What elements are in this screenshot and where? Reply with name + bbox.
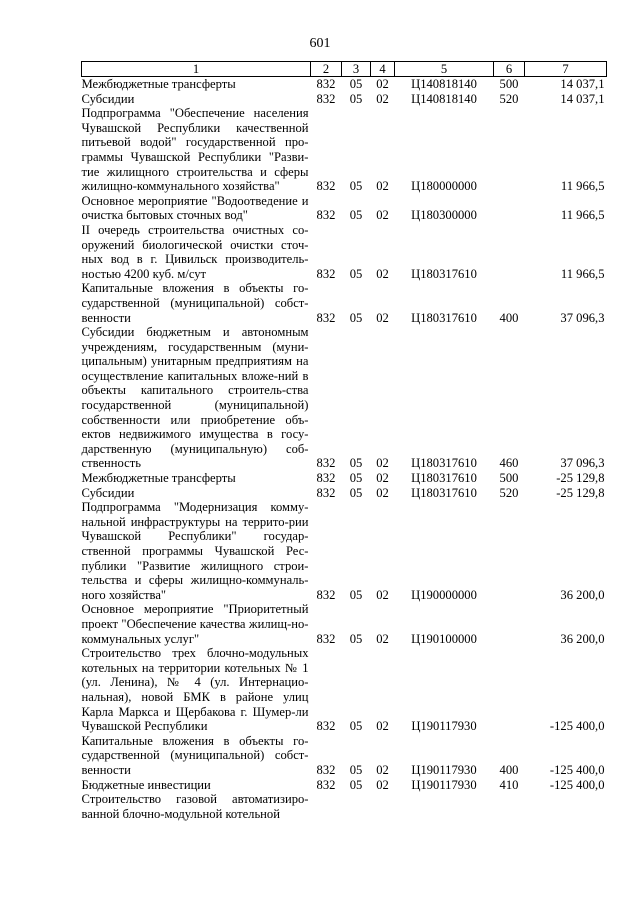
row-subsection-code: 02 — [376, 91, 389, 106]
header-col-4: 4 — [371, 62, 395, 77]
row-expense-type: 520 — [499, 485, 519, 500]
page-number: 601 — [309, 36, 331, 51]
table-row — [82, 486, 607, 501]
row-expense-type: 400 — [499, 310, 519, 325]
row-section-code: 05 — [349, 91, 363, 106]
budget-table — [81, 61, 607, 821]
row-target-article: Ц180317610 — [411, 471, 477, 486]
table-row — [82, 106, 607, 194]
row-amount — [525, 792, 607, 821]
row-expense-type: 500 — [499, 77, 519, 91]
row-name-cell: Капитальные вложения в объекты го-сударственной (муниципальной) собст-венности — [81, 281, 309, 325]
row-ministry-code — [311, 792, 342, 821]
row-expense-type — [494, 792, 525, 821]
row-name-cell: Основное мероприятие "Водоотведение и очистка бытовых сточных вод" — [81, 193, 309, 223]
row-section-code: 05 — [349, 77, 363, 91]
row-expense-type: 460 — [499, 456, 519, 471]
row-expense-type: 400 — [499, 762, 519, 777]
row-subsection-code: 02 — [376, 456, 389, 471]
table-row — [82, 77, 607, 92]
row-expense-type — [494, 106, 525, 194]
table-row — [82, 646, 607, 734]
row-target-article: Ц180000000 — [411, 179, 477, 194]
table-row — [82, 778, 607, 793]
row-section-code: 05 — [349, 208, 363, 223]
row-name-cell: Субсидии бюджетным и автономным учреждениям, государственным (муни-ципальным) унитарным предприятиям на осуществление капитальных вложе-ний в объекты капитального строитель-ства государственной (муниципальной) собственности или приобретение объ-ектов недвижимого имущества в госу-дарственную (муниципальную) соб-ственность — [81, 325, 309, 471]
table-row — [82, 325, 607, 471]
row-amount: 11 966,5 — [560, 208, 605, 223]
row-subsection-code: 02 — [376, 471, 389, 486]
header-col-6: 6 — [494, 62, 525, 77]
row-expense-type: 500 — [499, 471, 519, 486]
row-target-article: Ц190117930 — [411, 719, 477, 734]
row-subsection-code: 02 — [376, 179, 389, 194]
row-subsection-code: 02 — [376, 310, 389, 325]
row-target-article — [395, 792, 494, 821]
row-expense-type — [494, 602, 525, 646]
row-name-cell: Бюджетные инвестиции — [81, 777, 211, 792]
row-section-code: 05 — [349, 471, 363, 486]
row-section-code: 05 — [349, 719, 363, 734]
row-expense-type — [494, 223, 525, 281]
row-section-code: 05 — [349, 310, 363, 325]
row-name-cell: Основное мероприятие "Приоритетный проект "Обеспечение качества жилищ-но-коммунальных услуг" — [81, 602, 309, 646]
row-amount: -125 400,0 — [549, 777, 605, 792]
row-subsection-code: 02 — [376, 719, 389, 734]
row-target-article: Ц180317610 — [411, 456, 477, 471]
row-target-article: Ц190000000 — [411, 587, 477, 602]
table-row — [82, 500, 607, 602]
row-amount: 37 096,3 — [560, 310, 605, 325]
row-name-cell: Строительство трех блочно-модульных котельных на территории котельных № 1 (ул. Ленина), № 4 (ул. Интернацио-нальная), новой БМК в районе улиц Карла Маркса и Щербакова г. Шумер-ли Чувашской Республики — [81, 646, 309, 734]
row-target-article: Ц190100000 — [411, 631, 477, 646]
row-target-article: Ц180300000 — [411, 208, 477, 223]
row-subsection-code: 02 — [376, 485, 389, 500]
row-expense-type: 520 — [499, 91, 519, 106]
row-section-code: 05 — [349, 456, 363, 471]
row-target-article: Ц190117930 — [411, 777, 477, 792]
row-name-cell: Межбюджетные трансферты — [81, 471, 236, 486]
row-target-article: Ц180317610 — [411, 310, 477, 325]
row-ministry-code: 832 — [316, 762, 336, 777]
row-section-code: 05 — [349, 587, 363, 602]
row-section-code: 05 — [349, 485, 363, 500]
row-section-code: 05 — [349, 179, 363, 194]
row-target-article: Ц180317610 — [411, 266, 477, 281]
table-row — [82, 281, 607, 325]
row-name-cell: II очередь строительства очистных со-оружений биологической очистки сточ-ных вод в г. Цивильск производитель-ностью 4200 куб. м/сут — [81, 222, 309, 281]
table-row — [82, 792, 607, 821]
row-amount: 11 966,5 — [560, 266, 605, 281]
row-subsection-code: 02 — [376, 77, 389, 91]
row-amount: 37 096,3 — [560, 456, 605, 471]
row-name-cell: Подпрограмма "Модернизация комму-нальной инфраструктуры на террито-рии Чувашской Республики" государ-ственной программы Чувашской Рес-публики "Развитие жилищного строи-тельства и сферы жилищно-коммуналь-ного хозяйства" — [81, 500, 309, 602]
row-ministry-code: 832 — [316, 777, 336, 792]
row-target-article: Ц190117930 — [411, 762, 477, 777]
row-expense-type — [494, 194, 525, 223]
row-amount: 14 037,1 — [560, 91, 605, 106]
row-expense-type: 410 — [499, 777, 519, 792]
row-target-article: Ц140818140 — [411, 91, 477, 106]
row-expense-type — [494, 500, 525, 602]
header-col-7: 7 — [525, 62, 607, 77]
row-ministry-code: 832 — [316, 266, 336, 281]
row-ministry-code: 832 — [316, 310, 336, 325]
row-target-article: Ц140818140 — [411, 77, 477, 91]
header-col-3: 3 — [342, 62, 371, 77]
row-ministry-code: 832 — [316, 719, 336, 734]
row-subsection-code — [371, 792, 395, 821]
table-row — [82, 734, 607, 778]
row-ministry-code: 832 — [316, 179, 336, 194]
table-row — [82, 471, 607, 486]
row-amount: 36 200,0 — [560, 631, 605, 646]
row-subsection-code: 02 — [376, 587, 389, 602]
table-row — [82, 602, 607, 646]
row-amount: 11 966,5 — [560, 179, 605, 194]
row-amount: -125 400,0 — [549, 719, 605, 734]
row-ministry-code: 832 — [316, 77, 336, 91]
row-ministry-code: 832 — [316, 208, 336, 223]
row-subsection-code: 02 — [376, 631, 389, 646]
table-row — [82, 194, 607, 223]
row-ministry-code: 832 — [316, 456, 336, 471]
header-col-1: 1 — [82, 62, 311, 77]
row-amount: -25 129,8 — [556, 485, 605, 500]
header-col-5: 5 — [395, 62, 494, 77]
table-row — [82, 223, 607, 281]
row-ministry-code: 832 — [316, 91, 336, 106]
row-section-code: 05 — [349, 266, 363, 281]
row-ministry-code: 832 — [316, 631, 336, 646]
row-amount: -25 129,8 — [556, 471, 605, 486]
row-name-cell: Субсидии — [81, 91, 135, 106]
row-amount: 14 037,1 — [560, 77, 605, 91]
row-name-cell: Строительство газовой автоматизиро-ванной блочно-модульной котельной — [81, 792, 309, 821]
row-ministry-code: 832 — [316, 471, 336, 486]
row-expense-type — [494, 646, 525, 734]
row-amount: 36 200,0 — [560, 587, 605, 602]
header-col-2: 2 — [311, 62, 342, 77]
row-ministry-code: 832 — [316, 587, 336, 602]
row-name-cell: Межбюджетные трансферты — [81, 77, 236, 91]
row-name-cell: Капитальные вложения в объекты го-сударственной (муниципальной) собст-венности — [81, 733, 309, 777]
row-name-cell: Подпрограмма "Обеспечение населения Чувашской Республики качественной питьевой водой" государственной про-граммы Чувашской Республики "Разви-тие жилищного строительства и сферы жилищно-коммунального хозяйства" — [81, 106, 309, 194]
row-section-code: 05 — [349, 762, 363, 777]
row-subsection-code: 02 — [376, 777, 389, 792]
table-header-row — [82, 62, 607, 77]
row-subsection-code: 02 — [376, 208, 389, 223]
row-section-code: 05 — [349, 631, 363, 646]
row-target-article: Ц180317610 — [411, 485, 477, 500]
row-amount: -125 400,0 — [549, 762, 605, 777]
row-subsection-code: 02 — [376, 266, 389, 281]
row-section-code: 05 — [349, 777, 363, 792]
row-ministry-code: 832 — [316, 485, 336, 500]
row-section-code — [342, 792, 371, 821]
table-row — [82, 92, 607, 107]
row-name-cell: Субсидии — [81, 485, 135, 500]
row-subsection-code: 02 — [376, 762, 389, 777]
